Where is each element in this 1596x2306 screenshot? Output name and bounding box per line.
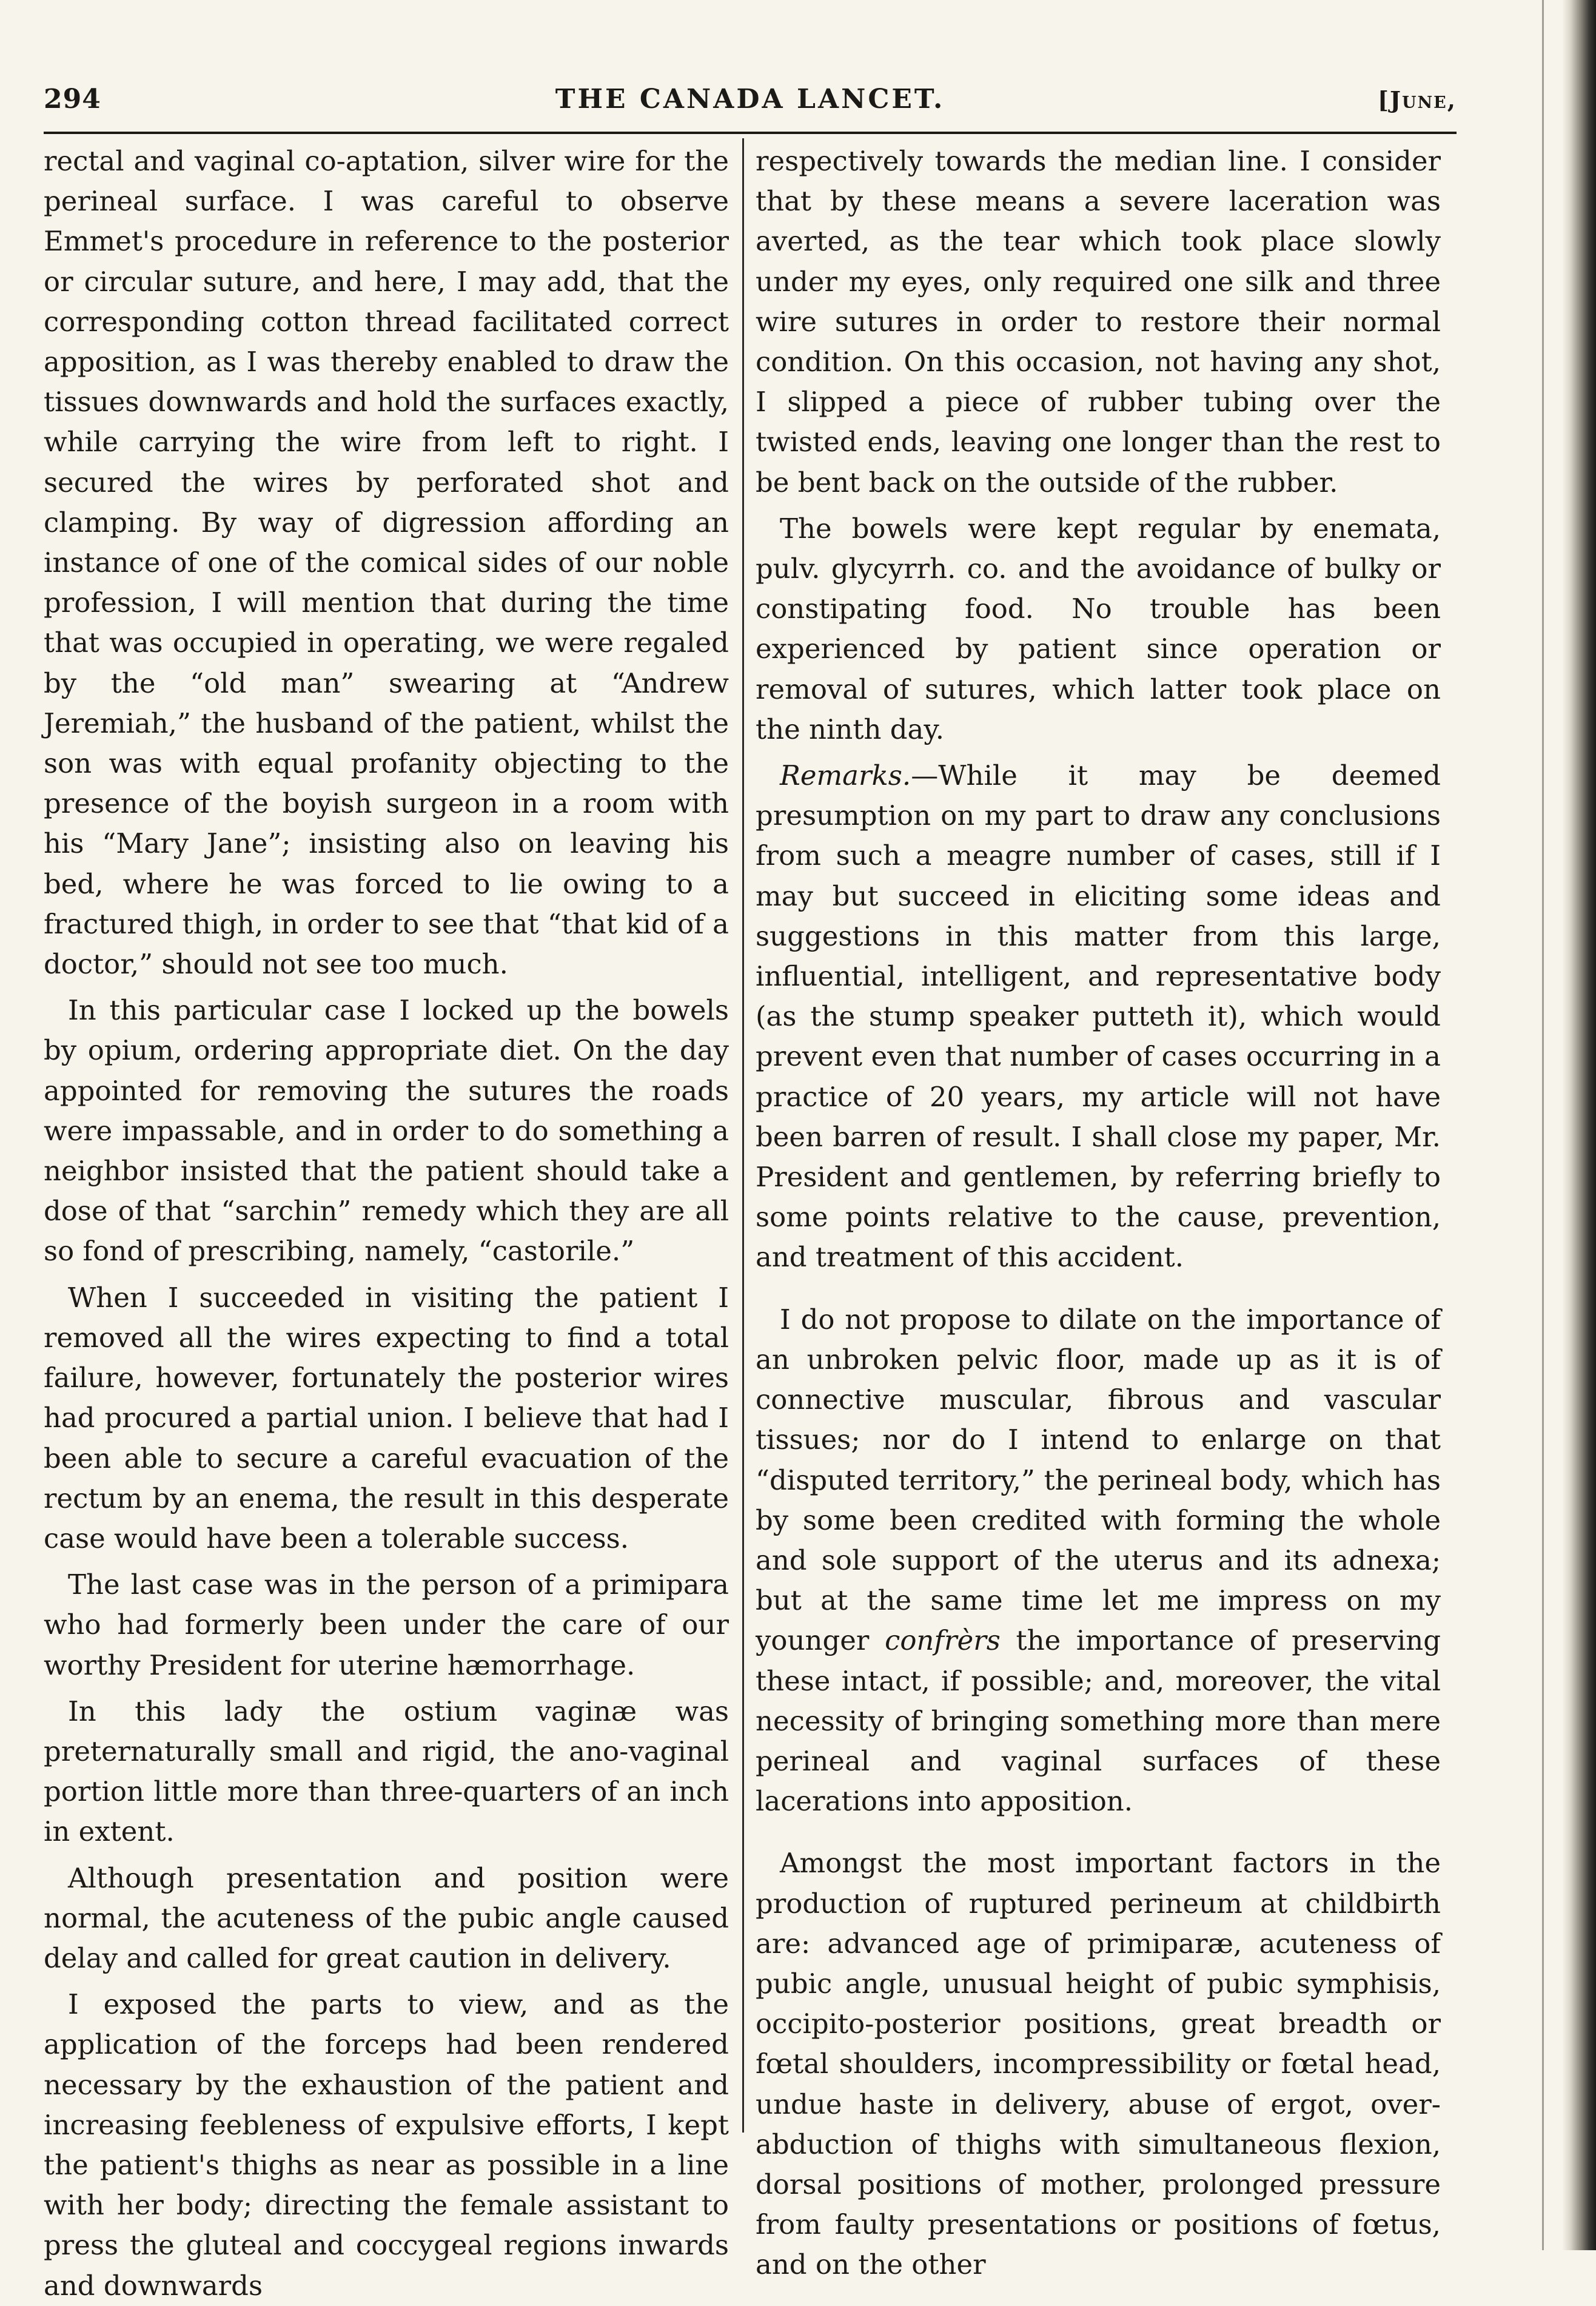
right-column <box>756 141 1441 2285</box>
left-column <box>44 141 729 2306</box>
remarks-label: Remarks. <box>780 759 911 792</box>
binding-shadow <box>1542 0 1544 2250</box>
running-header <box>44 84 1457 126</box>
remarks-text: —While it may be deemed presumption on my part to draw any conclusions from such a meagre number of cases, still if I may but succeed in eliciting some ideas and suggestions in this matter from this large, influential, intelligent, and representative body (as the stump speaker putteth it), which would prevent even that number of cases occurring in a practice of 20 years, my article will not have been barren of result. I shall close my paper, Mr. President and gentlemen, by referring briefly to some points relative to the cause, prevention, and treatment of this accident. <box>756 759 1441 1274</box>
paragraph: I exposed the parts to view, and as the application of the forceps had been rendered necessary by the exhaustion of the patient and increasing feebleness of expulsive efforts, I kept the patient's thighs as near as possible in a line with her body; directing the female assistant to press the gluteal and coccygeal regions inwards and downwards <box>44 1988 729 2302</box>
paragraph <box>756 1300 1441 1822</box>
paragraph: Although presentation and position were normal, the acuteness of the pubic angle caused delay and called for great caution in delivery. <box>44 1861 729 1974</box>
paragraph: When I succeeded in visiting the patient I removed all the wires expecting to find a total failure, however, fortunately the posterior wires had procured a partial union. I believe that had I been able to secure a careful evacuation of the rectum by an enema, the result in this desperate case would have been a tolerable success. <box>44 1281 729 1555</box>
binding-edge <box>1562 0 1596 2250</box>
remarks-paragraph <box>756 756 1441 1278</box>
italic-term: confrèrs <box>885 1624 1001 1657</box>
paragraph-text: the importance of preserving these intact, if possible; and, moreover, the vital necessity of bringing something more than mere perineal and vaginal surfaces of these lacerations into apposition. <box>756 1624 1441 1818</box>
paragraph: Amongst the most important factors in the production of ruptured perineum at childbirth are: advanced age of primiparæ, acuteness of pubic angle, unusual height of pubic symphisis, occipito-posterior positions, great breadth or fœtal shoulders, incompressibility or fœtal head, undue haste in delivery, abuse of ergot, over-abduction of thighs with simultaneous flexion, dorsal positions of mother, prolonged pressure from faulty presentations or positions of fœtus, and on the other <box>756 1847 1441 2281</box>
paragraph: The last case was in the person of a primipara who had formerly been under the care of our worthy President for uterine hæmorrhage. <box>44 1568 729 1681</box>
paragraph: respectively towards the median line. I consider that by these means a severe laceration was averted, as the tear which took place slowly under my eyes, only required one silk and three wire sutures in order to restore their normal condition. On this occasion, not having any shot, I slipped a piece of rubber tubing over the twisted ends, leaving one longer than the rest to be bent back on the outside of the rubber. <box>756 145 1441 499</box>
column-divider <box>742 138 744 2133</box>
header-rule <box>44 132 1457 134</box>
page-number: 294 <box>44 84 101 115</box>
paragraph: In this lady the ostium vaginæ was preternaturally small and rigid, the ano-vaginal portion little more than three-quarters of an inch in extent. <box>44 1695 729 1848</box>
journal-title: THE CANADA LANCET. <box>555 84 945 115</box>
paragraph: In this particular case I locked up the bowels by opium, ordering appropriate diet. On the day appointed for removing the sutures the roads were impassable, and in order to do something a neighbor insisted that the patient should take a dose of that “sarchin” remedy which they are all so fond of prescribing, namely, “castorile.” <box>44 994 729 1268</box>
issue-month: [June, <box>1378 86 1457 113</box>
paragraph-text: I do not propose to dilate on the importance of an unbroken pelvic floor, made up as it is of connective muscular, fibrous and vascular tissues; nor do I intend to enlarge on that “disputed territory,” the perineal body, which has by some been credited with forming the whole and sole support of the uterus and its adnexa; but at the same time let me impress on my younger <box>756 1303 1441 1657</box>
paragraph: The bowels were kept regular by enemata, pulv. glycyrrh. co. and the avoidance of bulky or constipating food. No trouble has been experienced by patient since operation or removal of sutures, which latter took place on the ninth day. <box>756 512 1441 745</box>
paragraph: rectal and vaginal co-aptation, silver wire for the perineal surface. I was careful to observe Emmet's procedure in reference to the posterior or circular suture, and here, I may add, that the corresponding cotton thread facilitated correct apposition, as I was thereby enabled to draw the tissues downwards and hold the surfaces exactly, while carrying the wire from left to right. I secured the wires by perforated shot and clamping. By way of digression affording an instance of one of the comical sides of our noble profession, I will mention that during the time that was occupied in operating, we were regaled by the “old man” swearing at “Andrew Jeremiah,” the husband of the patient, whilst the son was with equal profanity objecting to the presence of the boyish surgeon in a room with his “Mary Jane”; insisting also on leaving his bed, where he was forced to lie owing to a fractured thigh, in order to see that “that kid of a doctor,” should not see too much. <box>44 145 729 981</box>
